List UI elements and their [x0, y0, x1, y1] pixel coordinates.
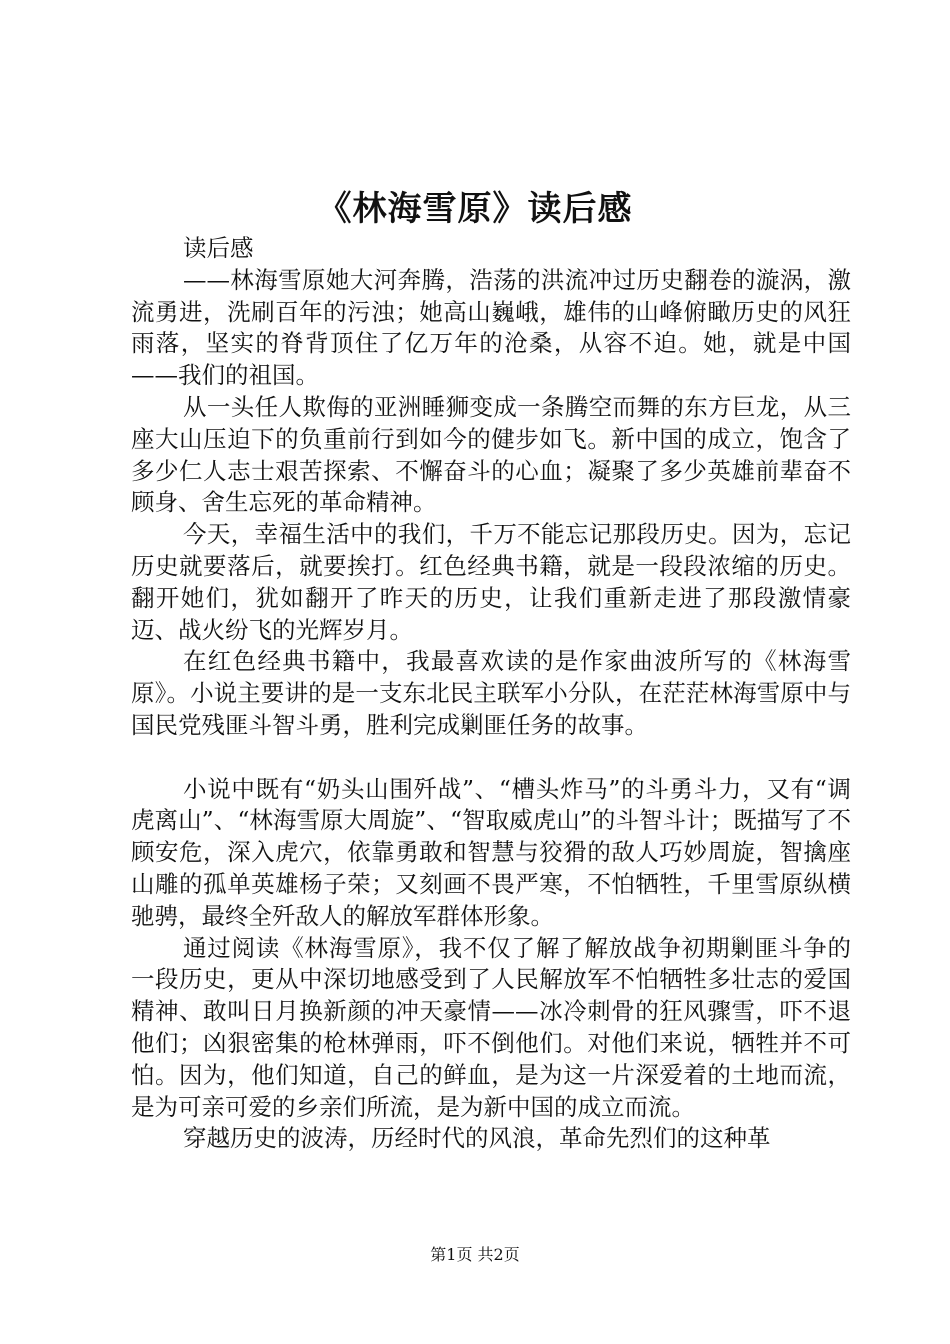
- document-body: [131, 233, 851, 1155]
- paragraph: 穿越历史的波涛，历经时代的风浪，革命先烈们的这种革: [183, 1124, 771, 1153]
- blank-line: [131, 742, 851, 774]
- paragraph: 小说中既有“奶头山围歼战”、“槽头炸马”的斗勇斗力，又有“调虎离山”、“林海雪原大周旋”、“智取威虎山”的斗智斗计；既描写了不顾安危，深入虎穴，依靠勇敢和智慧与狡猾的敌人巧妙周旋，智擒座山雕的孤单英雄杨子荣；又刻画不畏严寒，不怕牺牲，千里雪原纵横驰骋，最终全歼敌人的解放军群体形象。: [131, 774, 851, 930]
- paragraph: ——林海雪原她大河奔腾，浩荡的洪流冲过历史翻卷的漩涡，激流勇进，洗刷百年的污浊；她高山巍峨，雄伟的山峰俯瞰历史的风狂雨落，坚实的脊背顶住了亿万年的沧桑，从容不迫。她，就是中国——我们的祖国。: [131, 265, 851, 390]
- paragraph: 今天，幸福生活中的我们，千万不能忘记那段历史。因为，忘记历史就要落后，就要挨打。红色经典书籍，就是一段段浓缩的历史。翻开她们，犹如翻开了昨天的历史，让我们重新走进了那段激情豪迈、战火纷飞的光辉岁月。: [131, 520, 851, 644]
- paragraph: 从一头任人欺侮的亚洲睡狮变成一条腾空而舞的东方巨龙，从三座大山压迫下的负重前行到如今的健步如飞。新中国的成立，饱含了多少仁人志士艰苦探索、不懈奋斗的心血；凝聚了多少英雄前辈奋不顾身、舍生忘死的革命精神。: [131, 392, 851, 517]
- paragraph: 通过阅读《林海雪原》，我不仅了解了解放战争初期剿匪斗争的一段历史，更从中深切地感受到了人民解放军不怕牺牲多壮志的爱国精神、敢叫日月换新颜的冲天豪情——冰冷刺骨的狂风骤雪，吓不退他们；凶狠密集的枪林弹雨，吓不倒他们。对他们来说，牺牲并不可怕。因为，他们知道，自己的鲜血，是为这一片深爱着的土地而流，是为可亲可爱的乡亲们所流，是为新中国的成立而流。: [131, 933, 851, 1121]
- paragraph-heading: 读后感: [183, 234, 254, 262]
- document-title: 《林海雪原》读后感: [317, 189, 633, 229]
- page-footer: 第1页 共2页: [430, 1245, 520, 1264]
- paragraph: 在红色经典书籍中，我最喜欢读的是作家曲波所写的《林海雪原》。小说主要讲的是一支东北民主联军小分队，在茫茫林海雪原中与国民党残匪斗智斗勇，胜利完成剿匪任务的故事。: [131, 647, 851, 739]
